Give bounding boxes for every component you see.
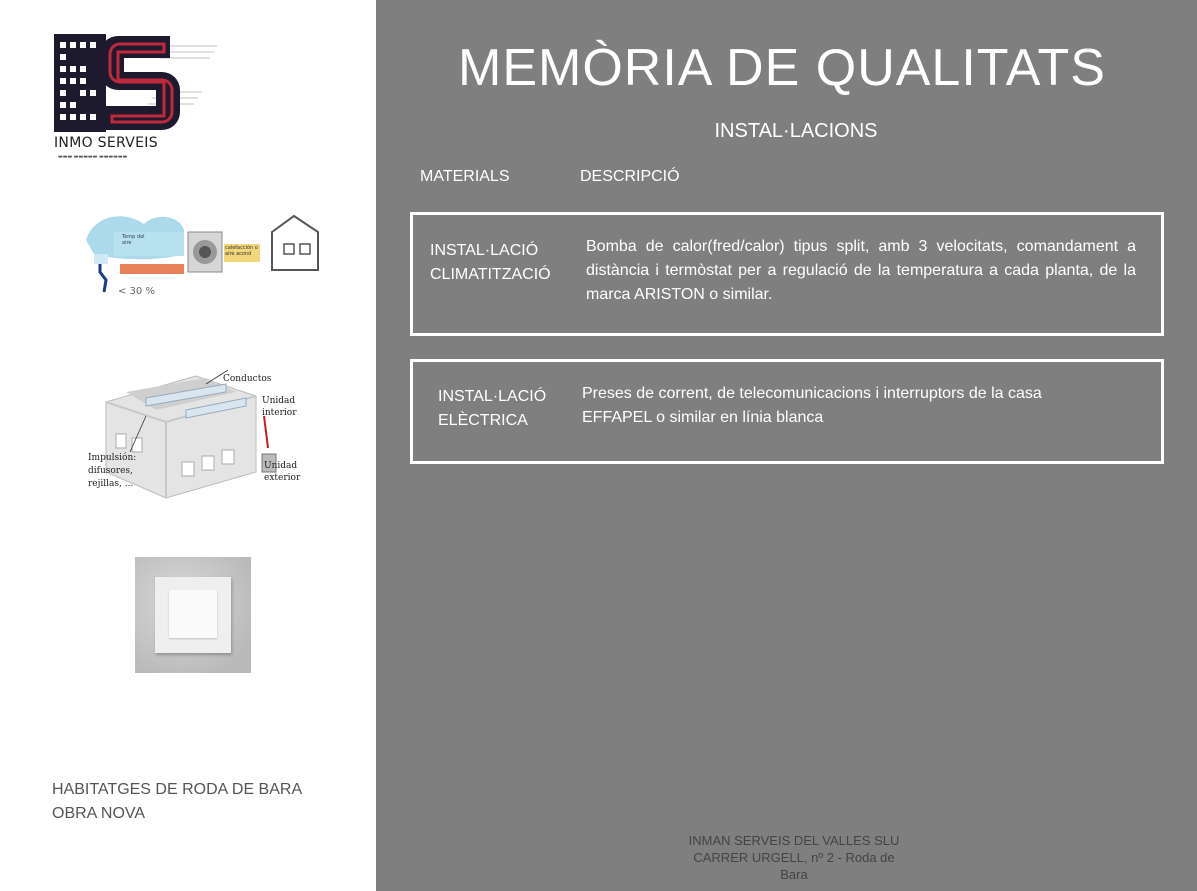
materials-column-header: MATERIALS xyxy=(420,168,510,185)
row-label-line1: INSTAL·LACIÓ xyxy=(438,388,547,405)
footer-line2: CARRER URGELL, nº 2 - Roda de xyxy=(693,850,895,865)
indoor-unit-label: Unidad interior xyxy=(262,396,297,418)
project-caption-line1: HABITATGES DE RODA DE BARA xyxy=(52,781,303,798)
logo-mark-icon xyxy=(52,32,222,136)
description-column-header: DESCRIPCIÓ xyxy=(580,168,680,185)
quality-row-electrical xyxy=(410,359,1164,464)
footer-line3: Bara xyxy=(780,867,808,882)
outdoor-unit-label: Unidad exterior xyxy=(264,461,301,483)
logo-tagline-icon: ▬▬▬ ▬▬▬▬▬ ▬▬▬▬▬▬ xyxy=(58,154,128,160)
footer-line1: INMAN SERVEIS DEL VALLES SLU xyxy=(688,833,900,848)
row-label-line2: ELÈCTRICA xyxy=(438,412,528,429)
ducts-label: Conductos xyxy=(223,374,272,384)
switch-plate-icon xyxy=(155,577,231,653)
heat-pump-label-heating: calefacción o aire acond xyxy=(225,245,258,257)
logo-wordmark: INMO SERVEIS xyxy=(54,135,158,151)
heat-pump-diagram xyxy=(84,210,324,302)
company-footer xyxy=(672,832,916,883)
page-title: MEMÒRIA DE QUALITATS xyxy=(458,39,1106,97)
main-panel xyxy=(376,0,1197,891)
row-label xyxy=(430,239,551,287)
row-description: Preses de corrent, de telecomunicacions i interruptors de la casa EFFAPEL o similar en línia blanca xyxy=(582,385,1042,426)
section-subtitle: INSTAL·LACIONS xyxy=(714,120,878,142)
heat-pump-label-percent: < 30 % xyxy=(118,286,155,297)
project-caption-line2: OBRA NOVA xyxy=(52,805,146,822)
company-logo xyxy=(52,32,222,162)
light-switch-photo xyxy=(135,557,251,673)
row-label xyxy=(438,385,546,433)
row-description: Bomba de calor(fred/calor) tipus split, amb 3 velocitats, comandament a distància i termòstat per a regulació de la temperatura a cada planta, de la marca ARISTON o similar. xyxy=(586,238,1136,303)
ducted-ac-diagram xyxy=(86,362,308,502)
quality-row-climate xyxy=(410,212,1164,336)
impulsion-label: Impulsión: difusores, rejillas, ... xyxy=(88,453,137,489)
row-label-line1: INSTAL·LACIÓ xyxy=(430,242,539,259)
heat-pump-label-temp: Temp del aire xyxy=(122,234,145,246)
sidebar xyxy=(0,0,376,891)
project-caption xyxy=(52,778,302,826)
row-label-line2: CLIMATITZACIÓ xyxy=(430,266,551,283)
switch-rocker-icon xyxy=(169,590,217,638)
